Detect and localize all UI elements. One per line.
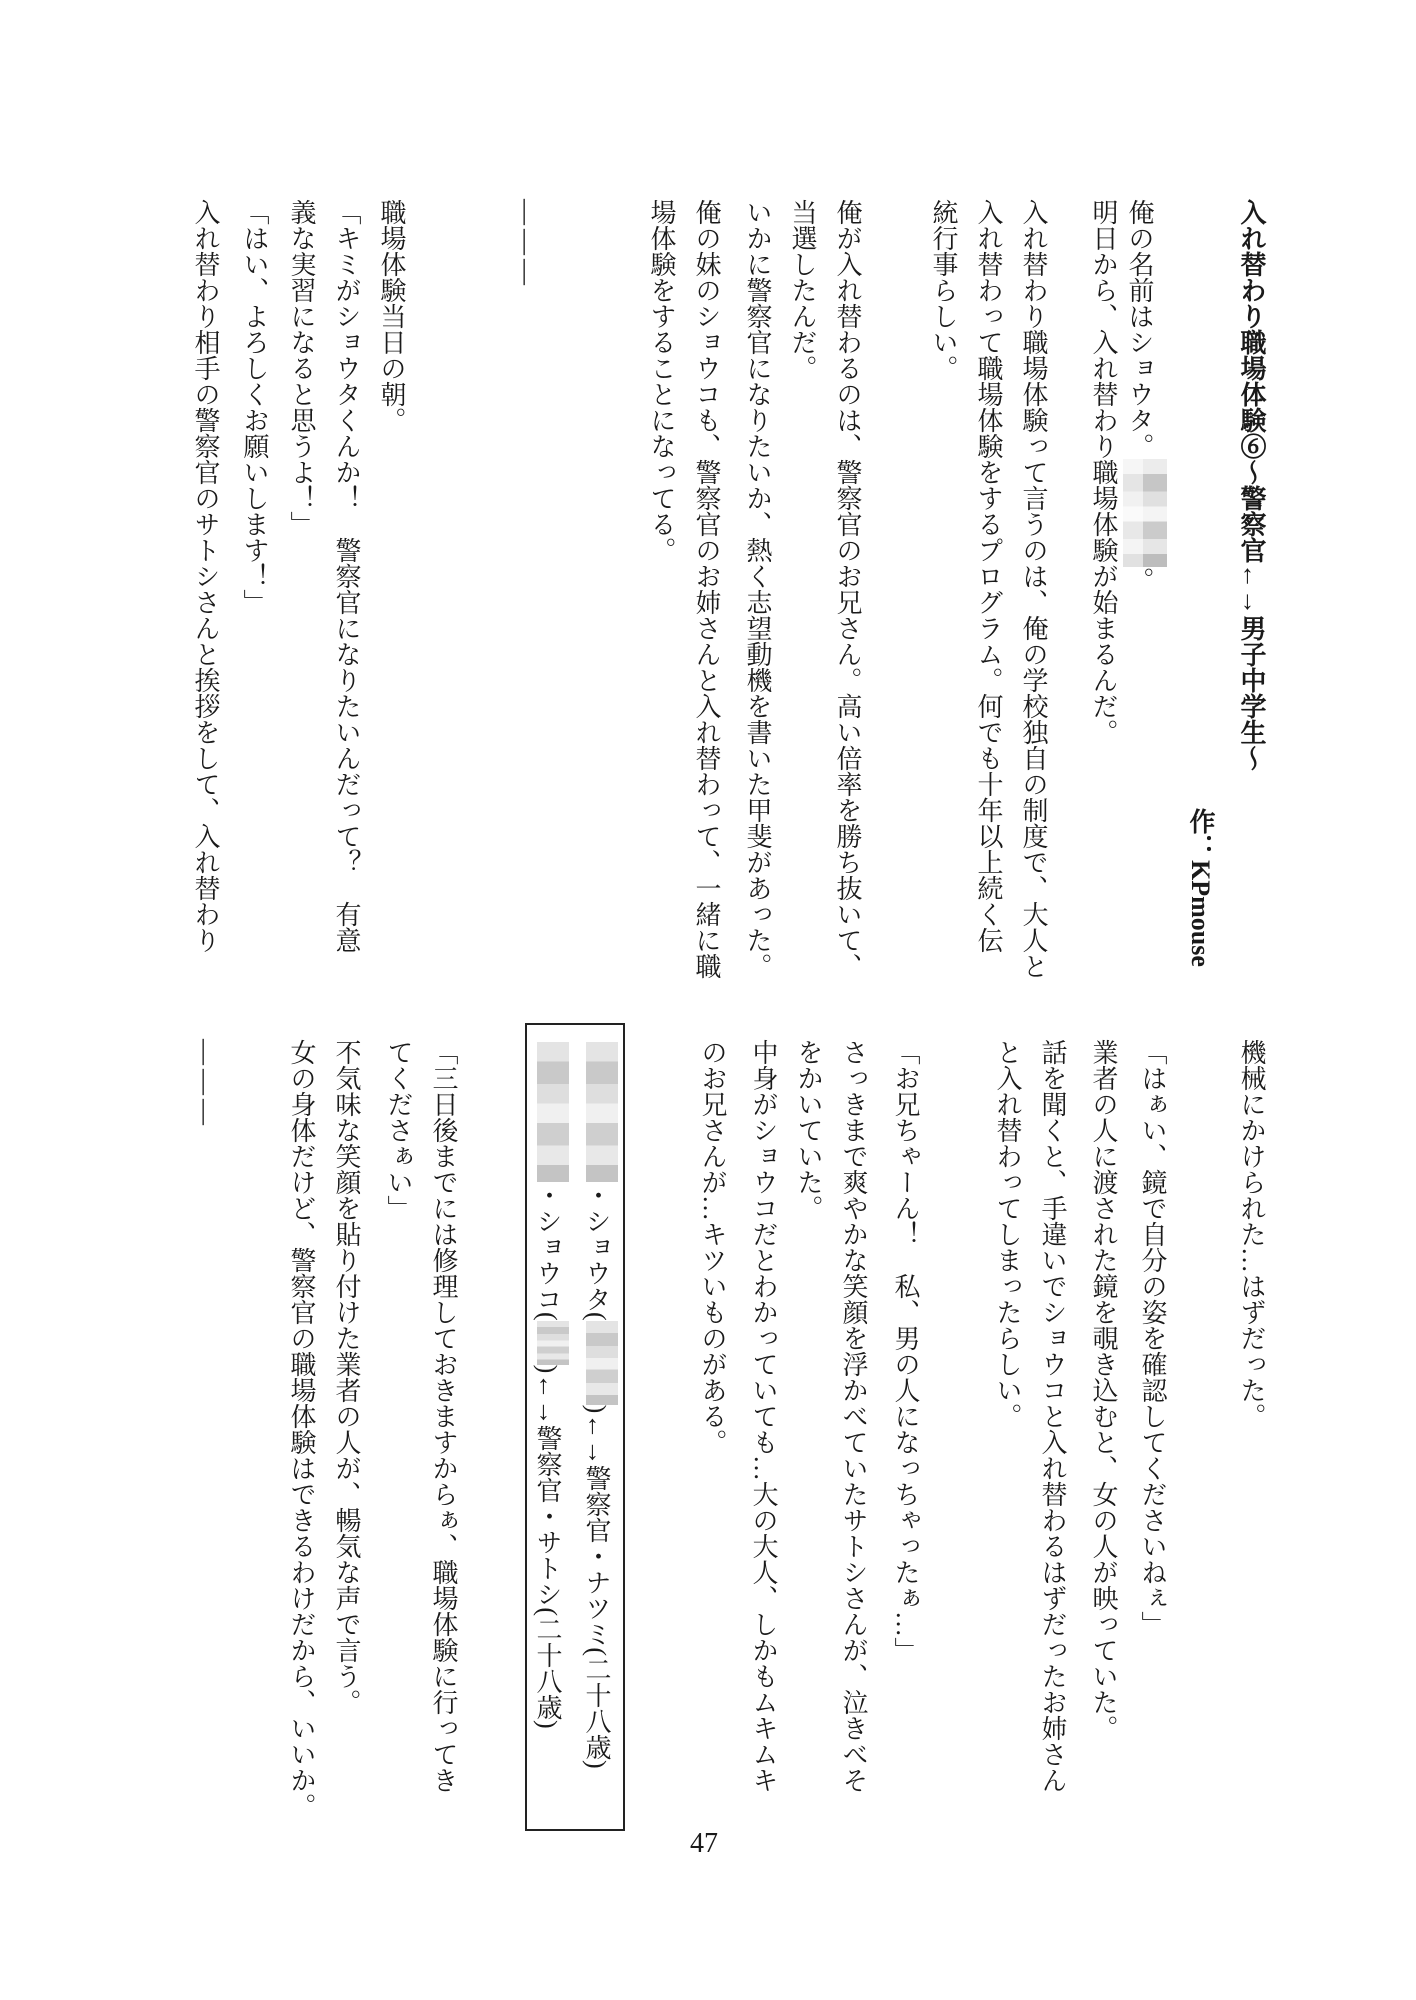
text-line: 入れ替わって職場体験をするプログラム。何でも十年以上続く伝 bbox=[974, 199, 1003, 953]
text-line: いかに警察官になりたいか、熱く志望動機を書いた甲斐があった。 bbox=[743, 199, 772, 979]
text-segment: ・ショウコ( bbox=[533, 1182, 563, 1321]
redacted-blur bbox=[537, 1042, 569, 1182]
text-segment: 俺の名前はショウタ。 bbox=[1125, 199, 1155, 459]
text-segment: 警察官・サトシ(二十八歳) bbox=[533, 1425, 563, 1729]
page-number: 47 bbox=[690, 1828, 718, 1859]
text-line: 話を聞くと、手違いでショウコと入れ替わるはずだったお姉さん bbox=[1038, 1039, 1067, 1793]
section-divider: ――― bbox=[191, 1039, 220, 1129]
text-line: をかいていた。 bbox=[794, 1039, 823, 1221]
text-segment: 。 bbox=[1125, 567, 1155, 593]
text-line: 女の身体だけど、警察官の職場体験はできるわけだから、いいか。 bbox=[287, 1039, 316, 1819]
text-line: 統行事らしい。 bbox=[929, 199, 958, 381]
redacted-blur bbox=[586, 1042, 618, 1182]
text-line: てくださぁい」 bbox=[384, 1039, 413, 1221]
text-line: 俺の妹のショウコも、警察官のお姉さんと入れ替わって、一緒に職 bbox=[692, 199, 721, 979]
text-segment: ) bbox=[533, 1364, 563, 1374]
redacted-blur bbox=[537, 1321, 569, 1365]
text-line: 「お兄ちゃーん！ 私、男の人になっちゃったぁ…」 bbox=[891, 1039, 920, 1663]
text-line: 機械にかけられた…はずだった。 bbox=[1237, 1039, 1266, 1429]
text-line bbox=[1125, 199, 1167, 593]
text-segment: ・ショウタ( bbox=[582, 1182, 612, 1321]
text-line: 入れ替わり職場体験って言うのは、俺の学校独自の制度で、大人と bbox=[1019, 199, 1048, 979]
redacted-blur bbox=[586, 1321, 618, 1405]
text-line: のお兄さんが…キツいものがある。 bbox=[698, 1039, 727, 1455]
text-line: 当選したんだ。 bbox=[788, 199, 817, 381]
author-credit: 作：KPmouse bbox=[1186, 808, 1215, 967]
section-divider: ――― bbox=[512, 199, 541, 289]
text-line: 職場体験当日の朝。 bbox=[377, 199, 406, 433]
text-segment: ) bbox=[582, 1404, 612, 1414]
text-line: 義な実習になると思うよ！」 bbox=[287, 199, 316, 537]
text-segment: 警察官・ナツミ(二十八歳) bbox=[582, 1465, 612, 1769]
swap-arrow-icon: ←→ bbox=[582, 1413, 612, 1466]
text-line: 場体験をすることになってる。 bbox=[647, 199, 676, 563]
text-line: 業者の人に渡された鏡を覗き込むと、女の人が映っていた。 bbox=[1089, 1039, 1118, 1741]
text-line: 中身がショウコだとわかっていても…大の大人、しかもムキムキ bbox=[749, 1039, 778, 1793]
text-line: と入れ替わってしまったらしい。 bbox=[993, 1039, 1022, 1429]
text-line: 入れ替わり相手の警察官のサトシさんと挨拶をして、入れ替わり bbox=[191, 199, 220, 953]
text-line: 「キミがショウタくんか！ 警察官になりたいんだって？ 有意 bbox=[332, 199, 361, 953]
story-title: 入れ替わり職場体験⑥〜警察官←→男子中学生〜 bbox=[1237, 199, 1266, 771]
swap-line bbox=[533, 1042, 569, 1729]
redacted-blur bbox=[1123, 459, 1167, 567]
swap-arrow-icon: ←→ bbox=[533, 1373, 563, 1426]
text-line: さっきまで爽やかな笑顔を浮かべていたサトシさんが、泣きべそ bbox=[839, 1039, 868, 1793]
text-line: 「はぁい、鏡で自分の姿を確認してくださいねぇ」 bbox=[1138, 1039, 1167, 1637]
swap-line bbox=[582, 1042, 618, 1769]
text-line: 俺が入れ替わるのは、警察官のお兄さん。高い倍率を勝ち抜いて、 bbox=[833, 199, 862, 979]
text-line: 明日から、入れ替わり職場体験が始まるんだ。 bbox=[1089, 199, 1118, 745]
text-line: 不気味な笑顔を貼り付けた業者の人が、暢気な声で言う。 bbox=[332, 1039, 361, 1715]
text-line: 「はい、よろしくお願いします！」 bbox=[240, 199, 269, 615]
text-line: 「三日後までには修理しておきますからぁ、職場体験に行ってき bbox=[429, 1039, 458, 1793]
